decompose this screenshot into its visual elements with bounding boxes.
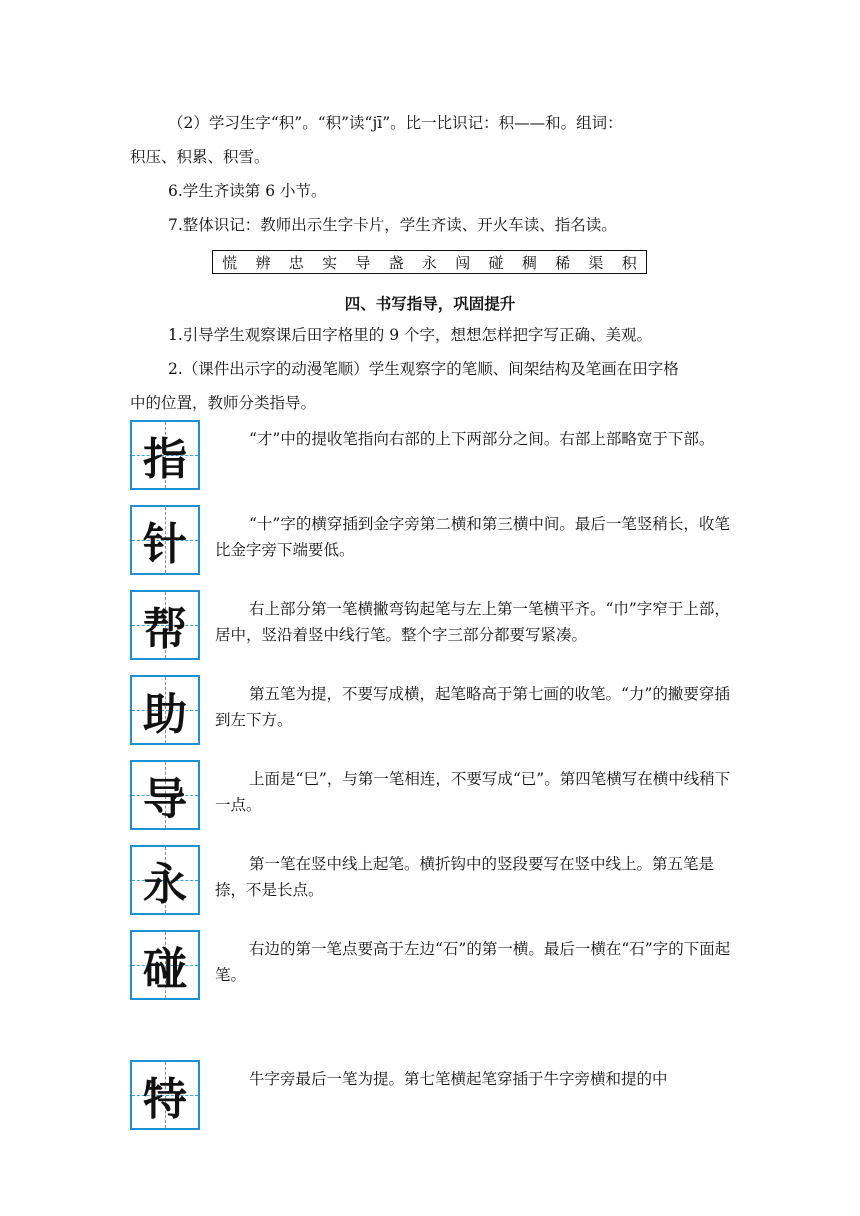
grid-character: 导	[143, 774, 187, 825]
character-description: 上面是“巳”，与第一笔相连，不要写成“已”。第四笔横写在横中线稍下一点。	[215, 770, 731, 814]
char-cell: 辨	[255, 253, 271, 272]
grid-character: 助	[143, 689, 187, 740]
step-line: 中的位置，教师分类指导。	[130, 394, 317, 412]
char-cell: 渠	[588, 253, 604, 272]
char-cell: 慌	[222, 253, 238, 272]
step-line: 2.（课件出示字的动漫笔顺）学生观察字的笔顺、间架结构及笔画在田字格	[168, 360, 679, 378]
character-description: 右上部分第一笔横撇弯钩起笔与左上第一笔横平齐。“巾”字窄于上部，居中，竖沿着竖中线行笔。整个字三部分都要写紧凑。	[215, 600, 730, 644]
paragraph-line: （2）学习生字“积”。“积”读“jī”。比一比识记：积——和。组词：	[168, 114, 623, 132]
character-description: 第五笔为提，不要写成横，起笔略高于第七画的收笔。“力”的撇要穿插到左下方。	[215, 685, 730, 729]
grid-character: 针	[143, 519, 187, 570]
grid-character: 指	[143, 434, 187, 485]
character-table	[212, 250, 647, 274]
section-title: 四、书写指导，巩固提升	[344, 294, 516, 313]
char-cell: 忠	[288, 253, 304, 272]
char-cell: 永	[421, 253, 437, 272]
tianzige-grid	[130, 845, 200, 915]
char-cell: 盏	[388, 253, 404, 272]
char-cell: 导	[355, 253, 371, 272]
tianzige-grid	[130, 760, 200, 830]
tianzige-grid	[130, 1060, 200, 1130]
step-line: 1.引导学生观察课后田字格里的 9 个字，想想怎样把字写正确、美观。	[168, 326, 653, 344]
char-cell: 实	[322, 253, 338, 272]
paragraph-line: 6.学生齐读第 6 小节。	[168, 182, 327, 200]
character-description: “十”字的横穿插到金字旁第二横和第三横中间。最后一笔竖稍长，收笔比金字旁下端要低。	[215, 515, 730, 559]
character-description: 右边的第一笔点要高于左边“石”的第一横。最后一横在“石”字的下面起笔。	[215, 940, 731, 984]
paragraph-line: 7.整体识记：教师出示生字卡片，学生齐读、开火车读、指名读。	[168, 216, 617, 234]
char-cell: 闯	[455, 253, 471, 272]
grid-character: 特	[143, 1074, 187, 1125]
character-description: 牛字旁最后一笔为提。第七笔横起笔穿插于牛字旁横和提的中	[249, 1070, 668, 1088]
tianzige-grid	[130, 505, 200, 575]
tianzige-grid	[130, 590, 200, 660]
char-cell: 碰	[488, 253, 504, 272]
character-description: 第一笔在竖中线上起笔。横折钩中的竖段要写在竖中线上。第五笔是捺，不是长点。	[215, 855, 715, 899]
tianzige-grid	[130, 930, 200, 1000]
char-cell: 稀	[555, 253, 571, 272]
grid-character: 永	[143, 859, 187, 910]
paragraph-line: 积压、积累、积雪。	[130, 148, 270, 166]
tianzige-grid	[130, 420, 200, 490]
grid-character: 碰	[143, 944, 187, 995]
character-description: “才”中的提收笔指向右部的上下两部分之间。右部上部略宽于下部。	[249, 430, 715, 448]
char-cell: 积	[621, 253, 637, 272]
char-cell: 稠	[521, 253, 537, 272]
tianzige-grid	[130, 675, 200, 745]
grid-character: 帮	[143, 604, 187, 655]
